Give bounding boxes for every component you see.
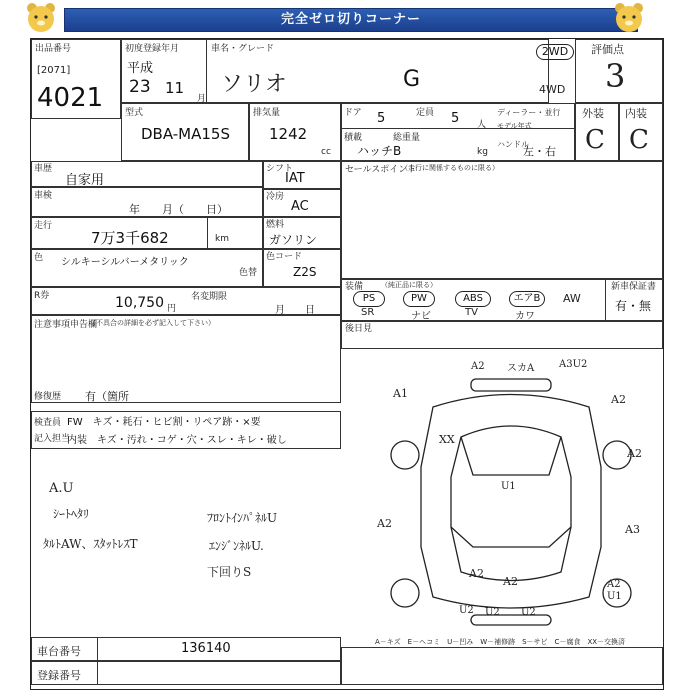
mark-rear-a2-2: A2 <box>503 575 518 588</box>
equip-leather: カワ <box>515 311 535 322</box>
page-banner: 完全ゼロ切りコーナー <box>64 8 638 32</box>
hand-note-1: A.U <box>49 481 74 496</box>
mark-front-ska: スカA <box>507 363 535 374</box>
dealer-label: ディーラー・並行 <box>497 108 561 117</box>
rear-bumper-shape <box>471 615 551 625</box>
equipment-sub: （純正品に限る） <box>381 281 437 289</box>
mark-right-a3: A3 <box>625 523 640 536</box>
legend-text: A－キズ E－ヘコミ U－凹み W－補修跡 S－サビ C－腐食 XX－交換済 <box>375 638 626 646</box>
equip-airbag: エアB <box>509 291 545 307</box>
era: 平成 <box>127 61 154 76</box>
mark-front-a3u2: A3U2 <box>559 359 588 370</box>
sales-point-sub: （走行に関係するものに限る） <box>401 164 499 172</box>
divider <box>97 637 98 661</box>
model-year-label: モデル年式 <box>497 122 532 130</box>
hand-note-6: 下回りS <box>207 565 252 579</box>
handle-label: ハンドル <box>497 140 529 149</box>
history-value: 自家用 <box>65 173 105 188</box>
wheel-rl-shape <box>391 579 419 607</box>
warranty-value: 有・無 <box>615 299 652 313</box>
checker-label: 検査員 <box>34 418 62 428</box>
shift-label: シフト <box>266 164 294 174</box>
model-label: 型式 <box>125 108 144 118</box>
reg-month: 11 <box>165 79 185 97</box>
lot-code: [2071] <box>37 65 71 76</box>
hand-note-3: ﾀﾙﾄAW、ｽﾀｯﾄﾚｽT <box>43 537 138 551</box>
mark-right-a2-2: A2 <box>627 447 642 460</box>
weight-label: 総重量 <box>393 133 421 143</box>
first-reg-label: 初度登録年月 <box>125 44 180 54</box>
mileage-value: 7万3千682 <box>91 229 169 247</box>
hand-note-4: ﾌﾛﾝﾄｲﾝﾊﾟﾈﾙU <box>207 511 278 525</box>
mark-front-a2: A2 <box>471 361 485 372</box>
equip-pw: PW <box>403 291 435 307</box>
history-label: 車歴 <box>34 164 53 174</box>
hand-note-2: ｼｰﾄﾍﾀﾘ <box>53 507 90 521</box>
car-roof-outline <box>451 426 571 581</box>
car-name-label: 車名・グレード <box>211 44 275 54</box>
reg-label: 登録番号 <box>37 669 81 682</box>
lot-label: 出品番号 <box>35 44 72 54</box>
interior-grade: C <box>629 125 649 155</box>
recycle-date: 月 日 <box>275 305 315 316</box>
mark-bumper-u2-3: U2 <box>521 607 536 618</box>
interior-label: 内装 <box>625 107 647 120</box>
divider <box>605 279 606 321</box>
bear-mascot-icon <box>612 2 646 34</box>
sales-point-box <box>341 161 663 279</box>
chassis-label: 車台番号 <box>37 645 81 658</box>
drive-4wd: 4WD <box>539 83 566 96</box>
mark-bumper-u2: U2 <box>459 605 474 616</box>
bear-mascot-icon <box>24 2 58 34</box>
capacity-value: 5 <box>451 111 460 126</box>
recycle-value: 10,750 <box>115 295 164 311</box>
inspect-row1: FW キズ・耗石・ヒビ割・リペア跡・×要 <box>67 417 261 428</box>
inspection-value: 年 月（ 日） <box>129 203 228 216</box>
mileage-label: 走行 <box>34 221 53 231</box>
divider <box>206 39 207 103</box>
color-code-label: 色コード <box>266 252 303 262</box>
equip-navi: ナビ <box>411 311 431 322</box>
notes-sub: （不具合の詳細を必ず記入して下さい） <box>89 319 215 327</box>
divider <box>97 661 98 685</box>
equip-tv: TV <box>465 307 478 318</box>
drive-2wd: 2WD <box>536 44 574 60</box>
inspection-label: 車検 <box>34 191 53 201</box>
fuel-value: ガソリン <box>269 233 318 247</box>
wheel-fl-shape <box>391 441 419 469</box>
displacement-label: 排気量 <box>253 108 281 118</box>
divider <box>341 128 575 129</box>
mark-bumper-u2-2: U2 <box>485 607 500 618</box>
cooler-value: AC <box>291 199 309 214</box>
month-unit: 月 <box>197 94 207 104</box>
reg-year: 23 <box>129 77 151 97</box>
mark-right-u1: U1 <box>607 591 622 602</box>
shift-value: IAT <box>285 171 305 186</box>
hand-note-5: ｴﾝｼﾞﾝﾈﾙU. <box>209 539 264 553</box>
mark-right-a2: A2 <box>611 393 626 406</box>
kg-unit: kg <box>477 147 488 157</box>
rear-glass-line <box>451 527 571 547</box>
displacement-value: 1242 <box>269 125 308 143</box>
color-code-value: Z2S <box>293 265 317 279</box>
repair-label: 修復歴 <box>34 392 62 402</box>
warranty-label: 新車保証書 <box>611 282 657 292</box>
exterior-label: 外装 <box>582 107 604 120</box>
auction-sheet <box>30 38 664 690</box>
equipment-label: 装備 <box>345 282 364 292</box>
cooler-label: 冷房 <box>266 192 285 202</box>
windshield-line <box>461 437 561 475</box>
handle-value: 左・右 <box>523 145 556 158</box>
notes-label: 注意事項申告欄 <box>34 320 98 330</box>
yen-unit: 円 <box>167 304 177 314</box>
score-value: 3 <box>605 57 626 95</box>
grade: G <box>403 67 421 92</box>
lot-number: 4021 <box>37 83 104 113</box>
recycle-tag: 名変期限 <box>191 292 228 302</box>
color-label: 色 <box>34 253 44 263</box>
repair-value: 有（箇所 <box>85 390 129 403</box>
rear-box <box>341 321 663 349</box>
equip-sr: SR <box>361 307 375 318</box>
capacity-label: 定員 <box>416 108 435 118</box>
sales-point-label: セールスポイント <box>345 165 417 175</box>
person-unit: 人 <box>477 120 487 130</box>
equip-aw: AW <box>563 292 581 305</box>
signature-box <box>341 647 663 685</box>
recycle-label: R券 <box>34 291 50 301</box>
mark-rear-a2: A2 <box>469 567 484 580</box>
mark-a1: A1 <box>393 387 408 400</box>
model-value: DBA-MA15S <box>141 125 230 143</box>
color-swap-label: 色替 <box>239 268 258 278</box>
mark-roof-u1: U1 <box>501 481 516 492</box>
mark-left-a2: A2 <box>377 517 392 530</box>
score-label: 評価点 <box>591 43 624 56</box>
mark-right-a2-3: A2 <box>607 579 621 590</box>
equip-ps: PS <box>353 291 385 307</box>
chassis-value: 136140 <box>181 641 231 656</box>
color-value: シルキーシルバーメタリック <box>61 257 189 268</box>
load-label: 積載 <box>344 133 363 143</box>
exterior-grade: C <box>585 125 605 155</box>
rear-label: 後日見 <box>345 324 373 334</box>
km-unit: km <box>215 234 229 244</box>
cc-unit: cc <box>321 147 331 157</box>
equip-abs: ABS <box>455 291 491 307</box>
mark-xx: XX <box>439 433 455 446</box>
inspect-row2: 内装 キズ・汚れ・コゲ・穴・スレ・キレ・破し <box>67 435 287 446</box>
divider <box>207 217 208 249</box>
car-name: ソリオ <box>221 72 287 97</box>
front-bumper-shape <box>471 379 551 391</box>
recorder-label: 記入担当 <box>34 434 71 444</box>
body-type: ハッチB <box>357 144 402 158</box>
fuel-label: 燃料 <box>266 220 285 230</box>
doors-label: ドア <box>344 108 362 118</box>
doors-value: 5 <box>377 111 386 126</box>
car-box <box>121 39 549 103</box>
